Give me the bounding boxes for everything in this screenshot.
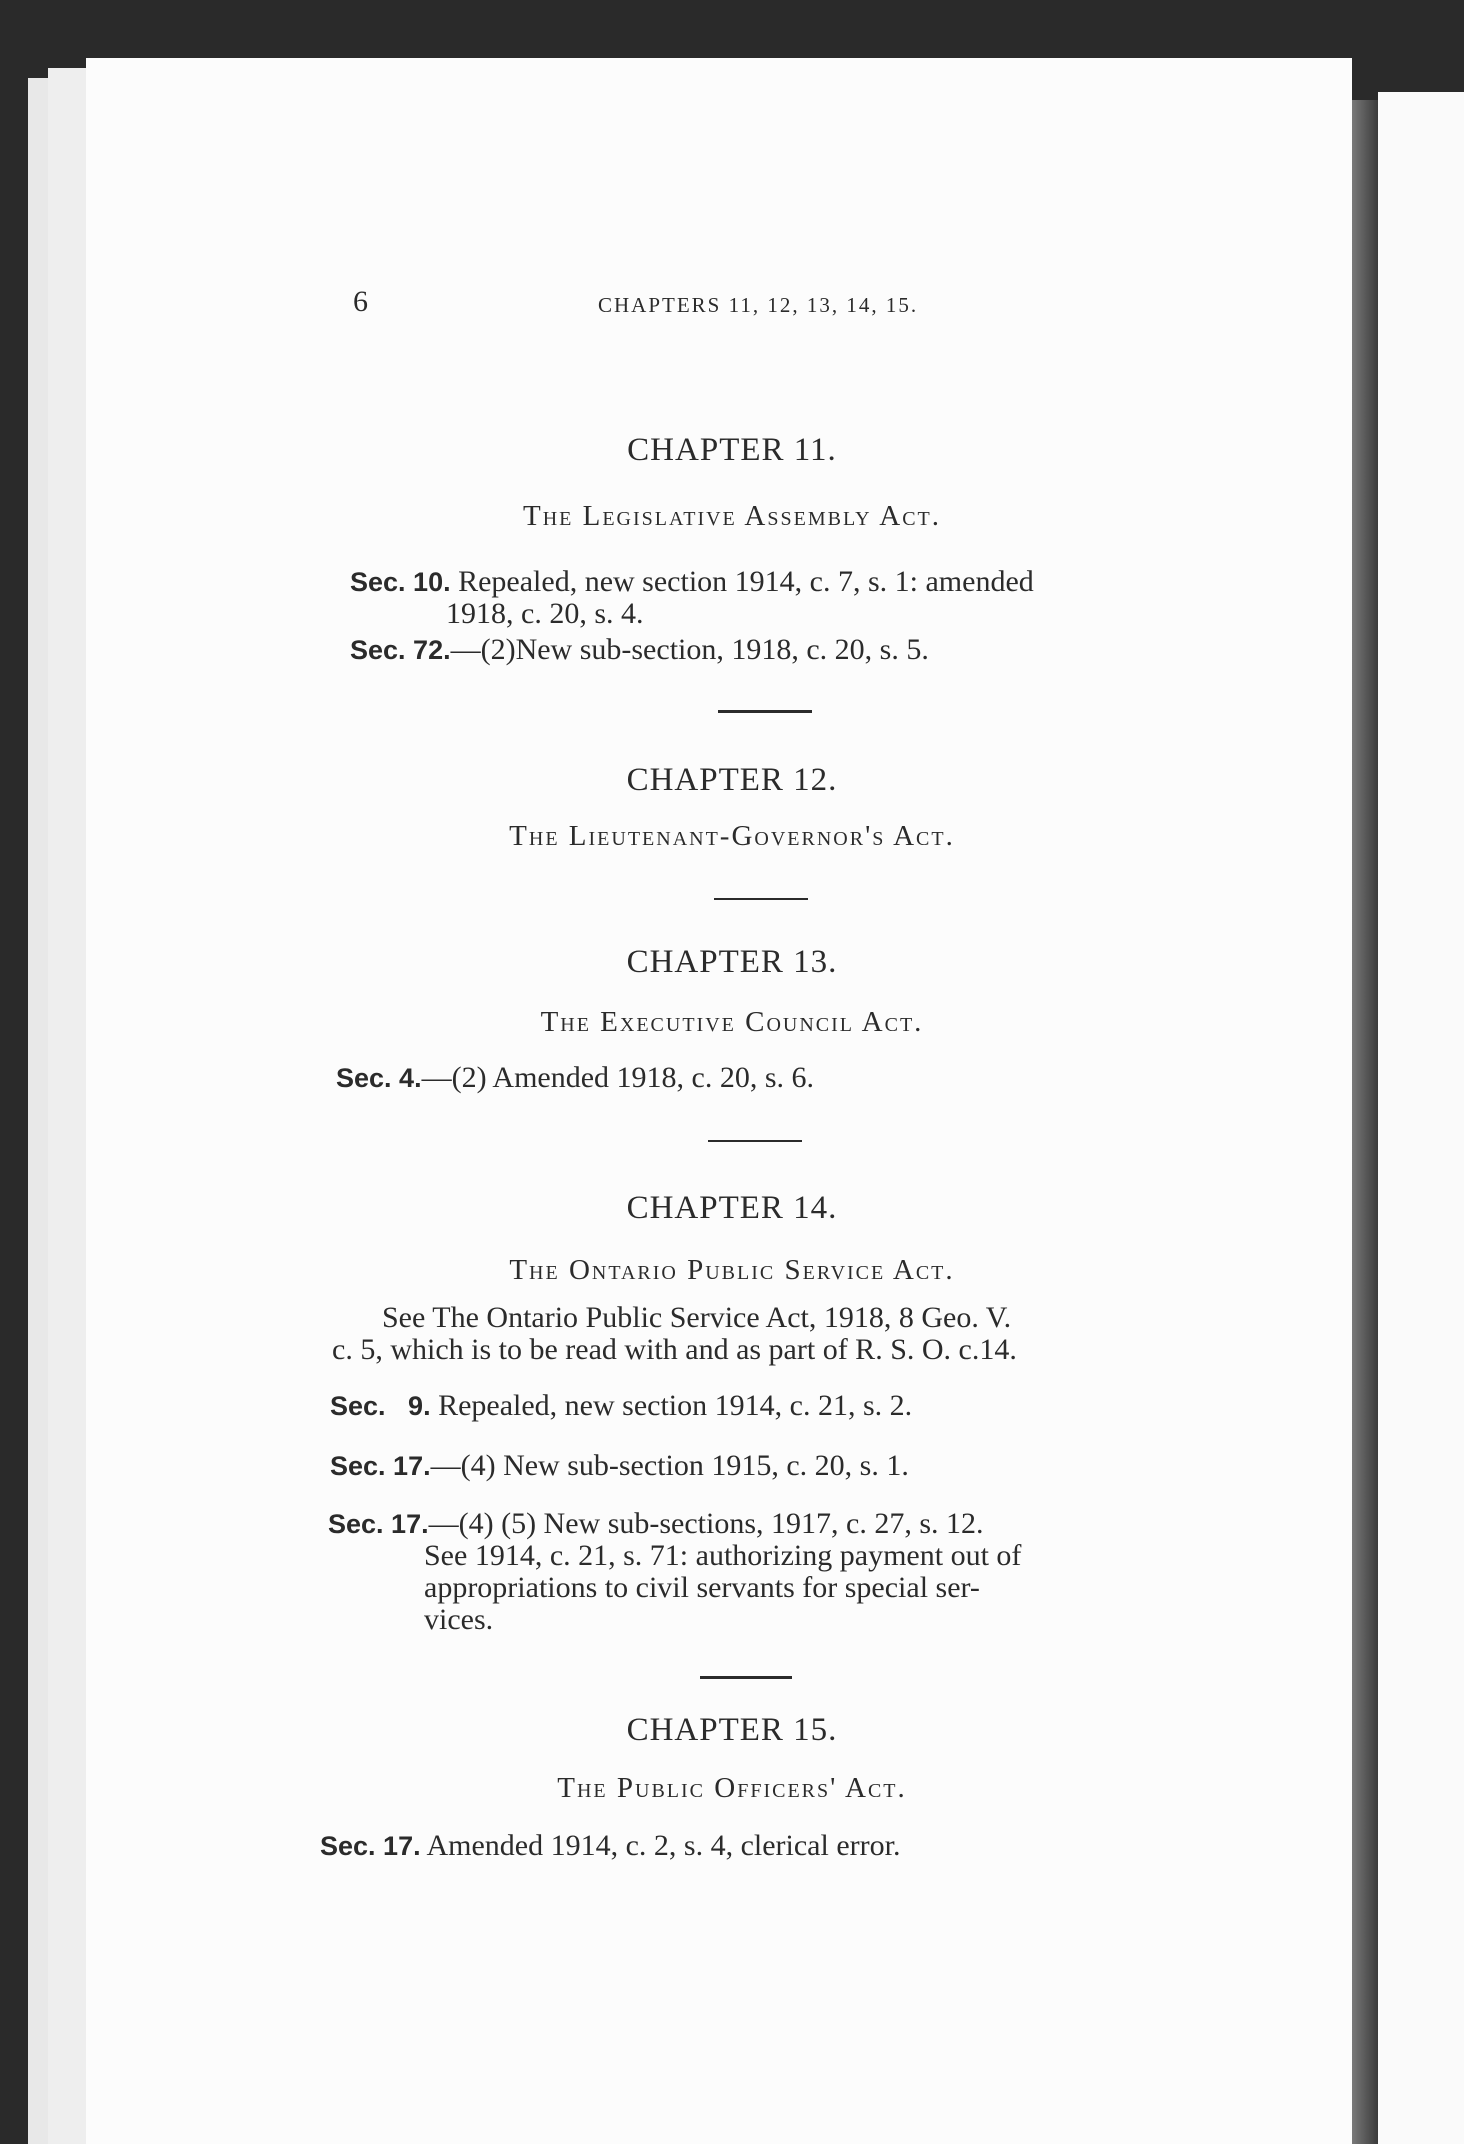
chapter-11-sec-10 bbox=[350, 566, 1200, 630]
chapter-13-act-title: The Executive Council Act. bbox=[540, 1006, 924, 1038]
running-title: CHAPTERS 11, 12, 13, 14, 15. bbox=[598, 293, 919, 317]
sec-text: Repealed, new section 1914, c. 21, s. 2. bbox=[438, 1389, 913, 1422]
chapter-14-heading: CHAPTER 14. bbox=[626, 1190, 838, 1226]
sec-label: Sec. bbox=[328, 1509, 384, 1539]
sec-number: 17. bbox=[393, 1451, 431, 1481]
sec-label: Sec. bbox=[350, 567, 406, 597]
note-line-2: c. 5, which is to be read with and as part of R. S. O. c.14. bbox=[332, 1333, 1017, 1366]
chapter-11-heading: CHAPTER 11. bbox=[627, 432, 837, 468]
sec-continuation: vices. bbox=[424, 1603, 494, 1636]
chapter-14-sec-9 bbox=[330, 1390, 1190, 1422]
section-divider bbox=[714, 898, 808, 900]
chapter-15-sec-17 bbox=[320, 1830, 1200, 1862]
sec-number: 9. bbox=[408, 1391, 431, 1421]
sec-continuation: See 1914, c. 21, s. 71: authorizing payment out of bbox=[424, 1539, 1022, 1572]
running-head bbox=[0, 285, 1464, 325]
sec-text: —(2) Amended 1918, c. 20, s. 6. bbox=[421, 1061, 815, 1094]
sec-number: 10. bbox=[413, 567, 451, 597]
sec-text: —(2)New sub-section, 1918, c. 20, s. 5. bbox=[450, 633, 929, 666]
facing-page-edge bbox=[1378, 92, 1464, 2144]
chapter-13-sec-4 bbox=[336, 1062, 1186, 1094]
sec-continuation: appropriations to civil servants for special ser- bbox=[424, 1571, 980, 1604]
sec-label: Sec. bbox=[320, 1831, 376, 1861]
chapter-12-act-title: The Lieutenant-Governor's Act. bbox=[509, 820, 955, 852]
chapter-14-note bbox=[332, 1302, 1192, 1366]
sec-number: 72. bbox=[413, 635, 451, 665]
sec-text: Repealed, new section 1914, c. 7, s. 1: amended bbox=[458, 565, 1034, 598]
page-number: 6 bbox=[353, 285, 368, 318]
sec-number: 17. bbox=[391, 1509, 429, 1539]
sec-label: Sec. bbox=[350, 635, 406, 665]
chapter-14-sec-17-b bbox=[328, 1508, 1198, 1636]
sec-text: Amended 1914, c. 2, s. 4, clerical error. bbox=[426, 1829, 901, 1862]
chapter-12-heading: CHAPTER 12. bbox=[626, 762, 838, 798]
sec-label: Sec. bbox=[336, 1063, 392, 1093]
chapter-11-sec-72 bbox=[350, 634, 1200, 666]
chapter-14-sec-17-a bbox=[330, 1450, 1190, 1482]
gutter-shadow bbox=[1352, 100, 1378, 2144]
section-divider bbox=[718, 710, 812, 713]
sec-text: —(4) (5) New sub-sections, 1917, c. 27, s. 12. bbox=[428, 1507, 984, 1540]
chapter-14-act-title: The Ontario Public Service Act. bbox=[509, 1254, 955, 1286]
chapter-11-act-title: The Legislative Assembly Act. bbox=[523, 500, 941, 532]
chapter-13-heading: CHAPTER 13. bbox=[626, 944, 838, 980]
chapter-15-act-title: The Public Officers' Act. bbox=[557, 1772, 907, 1804]
sec-label: Sec. bbox=[330, 1391, 386, 1421]
sec-text: —(4) New sub-section 1915, c. 20, s. 1. bbox=[430, 1449, 909, 1482]
section-divider bbox=[700, 1676, 792, 1679]
sec-continuation: 1918, c. 20, s. 4. bbox=[446, 597, 644, 630]
note-line-1: See The Ontario Public Service Act, 1918, 8 Geo. V. bbox=[382, 1301, 1012, 1334]
sec-number: 4. bbox=[399, 1063, 422, 1093]
section-divider bbox=[708, 1140, 802, 1142]
sec-label: Sec. bbox=[330, 1451, 386, 1481]
chapter-15-heading: CHAPTER 15. bbox=[626, 1712, 838, 1748]
sec-number: 17. bbox=[383, 1831, 421, 1861]
page-edge-stack-inner bbox=[48, 68, 89, 2144]
